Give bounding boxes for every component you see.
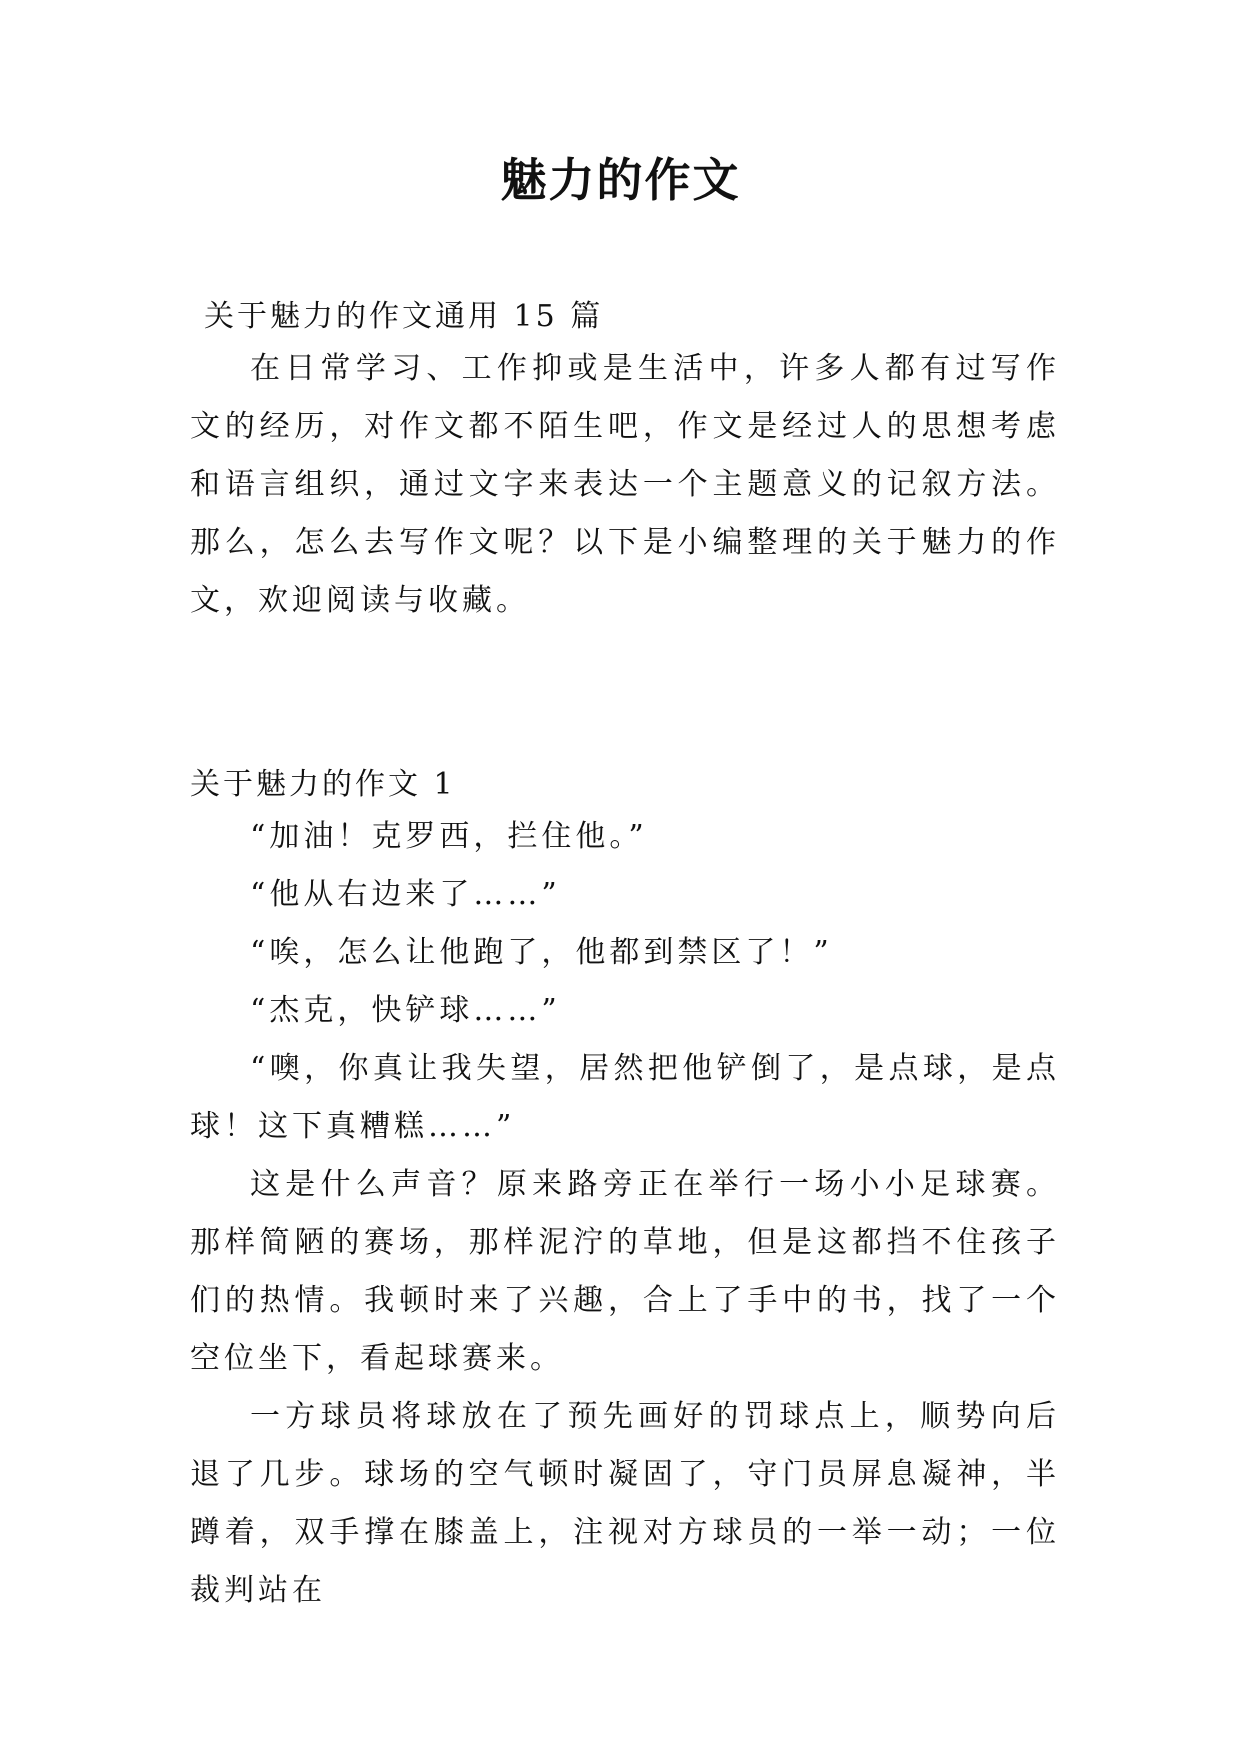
essay-paragraph-3: “唉，怎么让他跑了，他都到禁区了！”	[250, 935, 833, 970]
essay-body	[190, 808, 1060, 1620]
document-subtitle: 关于魅力的作文通用 15 篇	[204, 299, 604, 334]
essay-paragraph-6: 这是什么声音？原来路旁正在举行一场小小足球赛。那样简陋的赛场，那样泥泞的草地，但是这都挡不住孩子们的热情。我顿时来了兴趣，合上了手中的书，找了一个空位坐下，看起球赛来。	[190, 1167, 1060, 1376]
document-title: 魅力的作文	[500, 153, 741, 207]
intro-paragraph: 在日常学习、工作抑或是生活中，许多人都有过写作文的经历，对作文都不陌生吧，作文是经过人的思想考虑和语言组织，通过文字来表达一个主题意义的记叙方法。那么，怎么去写作文呢？以下是小编整理的关于魅力的作文，欢迎阅读与收藏。	[190, 351, 1060, 618]
essay-paragraph-1: “加油！克罗西，拦住他。”	[250, 819, 648, 854]
intro-block	[190, 340, 1060, 630]
essay-paragraph-5: “噢，你真让我失望，居然把他铲倒了，是点球，是点球！这下真糟糕……”	[190, 1051, 1060, 1144]
essay-paragraph-4: “杰克，快铲球……”	[250, 993, 561, 1028]
essay-paragraph-7: 一方球员将球放在了预先画好的罚球点上，顺势向后退了几步。球场的空气顿时凝固了，守门员屏息凝神，半蹲着，双手撑在膝盖上，注视对方球员的一举一动；一位裁判站在	[190, 1399, 1060, 1608]
section-title: 关于魅力的作文 1	[190, 767, 456, 802]
essay-paragraph-2: “他从右边来了……”	[250, 877, 561, 912]
